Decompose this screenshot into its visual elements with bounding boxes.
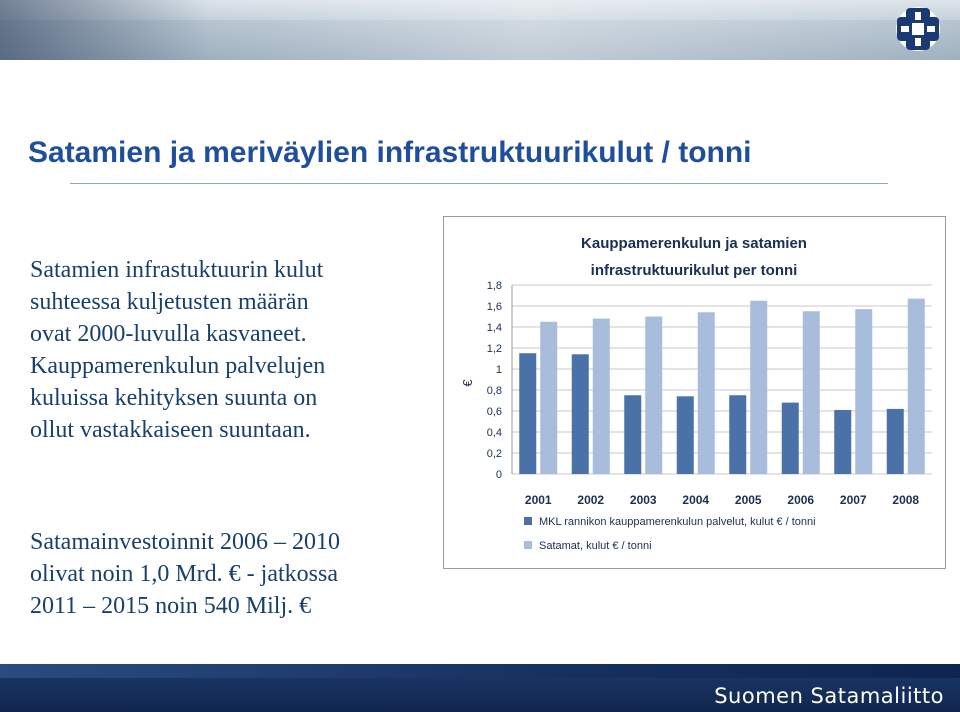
y-tick-label: 1	[495, 364, 502, 376]
bar-series-2	[750, 301, 767, 474]
page-title: Satamien ja meriväylien infrastruktuurikulut / tonni	[28, 136, 752, 169]
y-tick-label: 0,8	[486, 385, 502, 397]
bar-series-1	[729, 395, 746, 474]
bar-series-1	[834, 410, 851, 474]
legend-swatch-1	[524, 517, 532, 525]
paragraph-investments: Satamainvestoinnit 2006 – 2010 olivat noin 1,0 Mrd. € - jatkossa 2011 – 2015 noin 540 Milj. €	[30, 529, 340, 619]
y-tick-label: 1,6	[486, 301, 502, 313]
y-tick-label: 1,4	[486, 322, 502, 334]
y-axis-label: €	[460, 379, 475, 387]
bar-series-1	[782, 403, 799, 474]
bar-series-1	[572, 354, 589, 474]
bar-series-2	[540, 322, 557, 474]
cost-chart	[443, 216, 946, 569]
y-tick-label: 0,2	[486, 448, 502, 460]
bar-series-1	[519, 353, 536, 474]
y-tick-label: 1,2	[486, 343, 502, 355]
chart-title-line-1: Kauppamerenkulun ja satamien	[581, 235, 807, 252]
footer-brand: Suomen Satamaliitto	[714, 684, 944, 708]
y-tick-label: 0,4	[486, 427, 502, 439]
banner-overlay	[0, 0, 960, 60]
bar-series-1	[624, 395, 641, 474]
x-tick-label: 2006	[787, 493, 815, 507]
x-tick-label: 2003	[629, 493, 657, 507]
paragraph-cost-trend: Satamien infrastuktuurin kulut suhteessa kuljetusten määrän ovat 2000-luvulla kasvaneet. Kauppamerenkulun palvelujen kuluissa kehityksen suunta on ollut vastakkaiseen suuntaan.	[30, 257, 326, 443]
y-tick-label: 1,8	[486, 280, 502, 292]
bar-series-2	[593, 319, 610, 474]
x-tick-label: 2007	[839, 493, 867, 507]
x-tick-label: 2002	[577, 493, 605, 507]
x-tick-label: 2004	[682, 493, 710, 507]
legend-label-2: Satamat, kulut € / tonni	[539, 540, 652, 552]
y-tick-label: 0	[495, 469, 502, 481]
bar-series-1	[887, 409, 904, 474]
bar-series-2	[645, 317, 662, 475]
y-tick-label: 0,6	[486, 406, 502, 418]
footer-wave	[0, 664, 960, 678]
bar-series-2	[908, 299, 925, 474]
satamaliitto-logo-icon	[893, 4, 943, 54]
legend-label-1: MKL rannikon kauppamerenkulun palvelut, kulut € / tonni	[539, 516, 816, 528]
bar-series-2	[855, 309, 872, 474]
legend-swatch-2	[524, 541, 532, 549]
x-tick-label: 2001	[524, 493, 552, 507]
chart-title-line-2: infrastruktuurikulut per tonni	[590, 262, 798, 279]
header-banner	[0, 0, 960, 60]
x-tick-label: 2008	[892, 493, 920, 507]
x-tick-label: 2005	[734, 493, 762, 507]
title-divider	[70, 183, 888, 184]
footer-band	[0, 664, 960, 712]
bar-series-2	[803, 311, 820, 474]
bar-series-1	[677, 396, 694, 474]
chart-canvas	[444, 217, 945, 568]
bar-series-2	[698, 312, 715, 474]
